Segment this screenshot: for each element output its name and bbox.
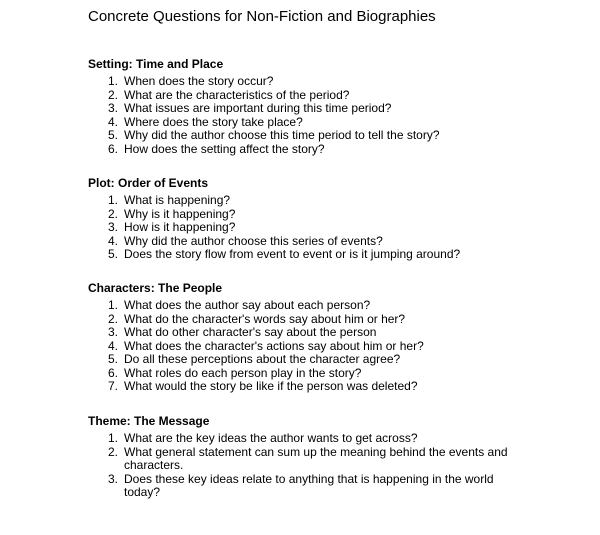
item-number: 4.	[107, 114, 118, 129]
section-theme	[88, 414, 588, 500]
item-text: What is happening?	[124, 193, 231, 207]
question-list-plot	[88, 194, 588, 262]
item-number: 3.	[107, 101, 118, 115]
item-text: What are the key ideas the author wants to get across?	[124, 431, 418, 445]
item-number: 1.	[107, 431, 118, 445]
list-item	[88, 75, 588, 89]
item-text: What roles do each person play in the story?	[124, 365, 362, 380]
item-number: 7.	[107, 379, 118, 393]
item-text: How is it happening?	[124, 220, 236, 234]
item-text: What are the characteristics of the period?	[124, 87, 350, 102]
item-text: Do all these perceptions about the character agree?	[124, 352, 401, 366]
list-item	[88, 299, 588, 313]
item-text: Why did the author choose this series of events?	[124, 233, 383, 248]
section-characters	[88, 281, 588, 394]
item-text: Does these key ideas relate to anything that is happening in the world today?	[124, 471, 494, 499]
item-text: What does the character's actions say about him or her?	[124, 338, 424, 353]
item-number: 2.	[107, 311, 118, 326]
item-text: What general statement can sum up the meaning behind the events and characters.	[124, 444, 508, 472]
item-number: 5.	[107, 247, 118, 261]
list-item	[88, 248, 588, 262]
list-item	[88, 380, 588, 394]
section-heading-characters: Characters: The People	[88, 281, 223, 295]
item-number: 3.	[107, 471, 118, 486]
list-item	[88, 102, 588, 116]
question-list-characters	[88, 299, 588, 394]
question-list-setting	[88, 75, 588, 156]
item-text: When does the story occur?	[124, 74, 274, 88]
item-text: What do other character's say about the person	[124, 325, 377, 339]
list-item	[88, 143, 588, 157]
item-text: Does the story flow from event to event or is it jumping around?	[124, 247, 461, 261]
list-item	[88, 340, 588, 354]
section-heading-theme: Theme: The Message	[88, 414, 210, 428]
item-number: 1.	[107, 74, 118, 88]
item-number: 6.	[107, 365, 118, 380]
list-item	[88, 235, 588, 249]
list-item	[88, 432, 588, 446]
list-item	[88, 326, 588, 340]
list-item	[88, 194, 588, 208]
question-list-theme	[88, 432, 588, 500]
list-item	[88, 473, 588, 500]
section-heading-setting: Setting: Time and Place	[88, 57, 224, 71]
list-item	[88, 446, 588, 473]
item-text: Why is it happening?	[124, 206, 236, 221]
item-text: What issues are important during this time period?	[124, 101, 392, 115]
item-number: 6.	[107, 141, 118, 156]
item-number: 3.	[107, 220, 118, 234]
item-text: How does the setting affect the story?	[124, 141, 325, 156]
item-number: 3.	[107, 325, 118, 339]
item-number: 2.	[107, 87, 118, 102]
item-number: 1.	[107, 193, 118, 207]
item-text: What do the character's words say about him or her?	[124, 311, 406, 326]
item-text: Why did the author choose this time period to tell the story?	[124, 128, 440, 142]
item-text: Where does the story take place?	[124, 114, 303, 129]
item-number: 4.	[107, 233, 118, 248]
section-plot	[88, 176, 588, 262]
item-text: What does the author say about each person?	[124, 298, 371, 312]
item-number: 2.	[107, 206, 118, 221]
list-item	[88, 89, 588, 103]
section-setting	[88, 57, 588, 156]
section-heading-plot: Plot: Order of Events	[88, 176, 209, 190]
list-item	[88, 208, 588, 222]
list-item	[88, 367, 588, 381]
item-number: 5.	[107, 352, 118, 366]
list-item	[88, 353, 588, 367]
list-item	[88, 116, 588, 130]
list-item	[88, 221, 588, 235]
item-number: 1.	[107, 298, 118, 312]
item-number: 4.	[107, 338, 118, 353]
item-number: 2.	[107, 444, 118, 459]
item-number: 5.	[107, 128, 118, 142]
list-item	[88, 129, 588, 143]
document-title: Concrete Questions for Non-Fiction and Biographies	[88, 8, 436, 25]
list-item	[88, 313, 588, 327]
item-text: What would the story be like if the person was deleted?	[124, 379, 418, 393]
